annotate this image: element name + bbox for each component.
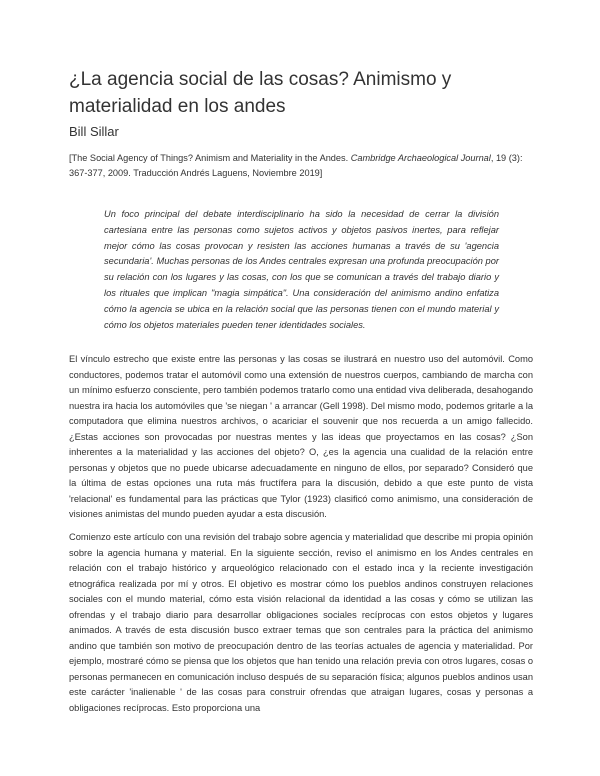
body-paragraph-1: El vínculo estrecho que existe entre las personas y las cosas se ilustrará en nuestro uso del automóvil. Como conductores, podemos tratar el automóvil como una extensión de nuestros cuerpos, cambiando de marcha con un mínimo esfuerzo consciente, pero también podemos tratarlo como una entidad viva deliberada, desahogando nuestra ira hacia los automóviles que 'se niegan ' a arrancar (Gell 1998). Del mismo modo, podemos gritarle a la computadora que elimina nuestros archivos, o acariciar el souvenir que nos recuerda a un amigo fallecido. ¿Estas acciones son provocadas por nuestras mentes y las ideas que proyectamos en las cosas? ¿Son inherentes a la materialidad y las acciones del objeto? O, ¿es la agencia una cualidad de la relación entre personas y objetos que no puede ubicarse adecuadamente en ninguno de ellos, por separado? Consideró que la última de estas opciones una ruta más fructífera para la discusión, debido a que este punto de vista 'relacional' es fundamental para las prácticas que Tylor (1923) clasificó como animismo, una consideración de visiones animistas del mundo pueden ayudar a esta discusión. [69, 354, 533, 519]
citation-prefix: [The Social Agency of Things? Animism and Materiality in the Andes. [69, 153, 351, 163]
body-paragraph-2: Comienzo este artículo con una revisión del trabajo sobre agencia y materialidad que describe mi propia opinión sobre la agencia humana y material. En la siguiente sección, reviso el animismo en los Andes centrales en relación con el trabajo histórico y arqueológico relacionado con el estado inca y la reciente investigación etnográfica realizada por mí y otros. El objetivo es mostrar cómo los pueblos andinos construyen relaciones sociales con el mundo material, cómo esta visión relacional da identidad a las cosas y cómo se utilizan las ofrendas y el trabajo diario para desarrollar obligaciones sociales recíprocas con estos objetos y lugares animados. A través de esta discusión busco extraer temas que son centrales para la práctica del animismo andino que también son motivo de preocupación dentro de las teorías actuales de agencia y materialidad. Por ejemplo, mostraré cómo se piensa que los objetos que han tenido una relación previa con otros lugares, cosas o personas permanecen en comunicación incluso después de su separación física; algunos pueblos andinos usan este carácter 'inalienable ' de las cosas para construir ofrendas que atraigan lugares, cosas y personas a obligaciones recíprocas. Esto proporciona una [69, 532, 533, 713]
abstract: Un foco principal del debate interdisciplinario ha sido la necesidad de cerrar la división cartesiana entre las personas como sujetos activos y objetos pasivos inertes, para reflejar mejor cómo las cosas provocan y resisten las acciones humanas a través de su 'agencia secundaria'. Muchas personas de los Andes centrales expresan una profunda preocupación por su relación con los lugares y las cosas, con los que se comunican a través del trabajo diario y los rituales que implican "magia simpática". Una consideración del animismo andino enfatiza cómo la agencia se ubica en la relación social que las personas tienen con el mundo material y cómo los objetos materiales pueden tener identidades sociales. [104, 209, 499, 330]
journal-name: Cambridge Archaeological Journal [350, 153, 491, 163]
paper-title: ¿La agencia social de las cosas? Animismo y materialidad en los andes [69, 69, 452, 117]
author-name: Bill Sillar [69, 124, 119, 139]
citation-suffix: , 19 (3): 367-377, 2009. Traducción Andrés Laguens, Noviembre 2019] [69, 153, 523, 178]
citation-note [69, 151, 539, 181]
